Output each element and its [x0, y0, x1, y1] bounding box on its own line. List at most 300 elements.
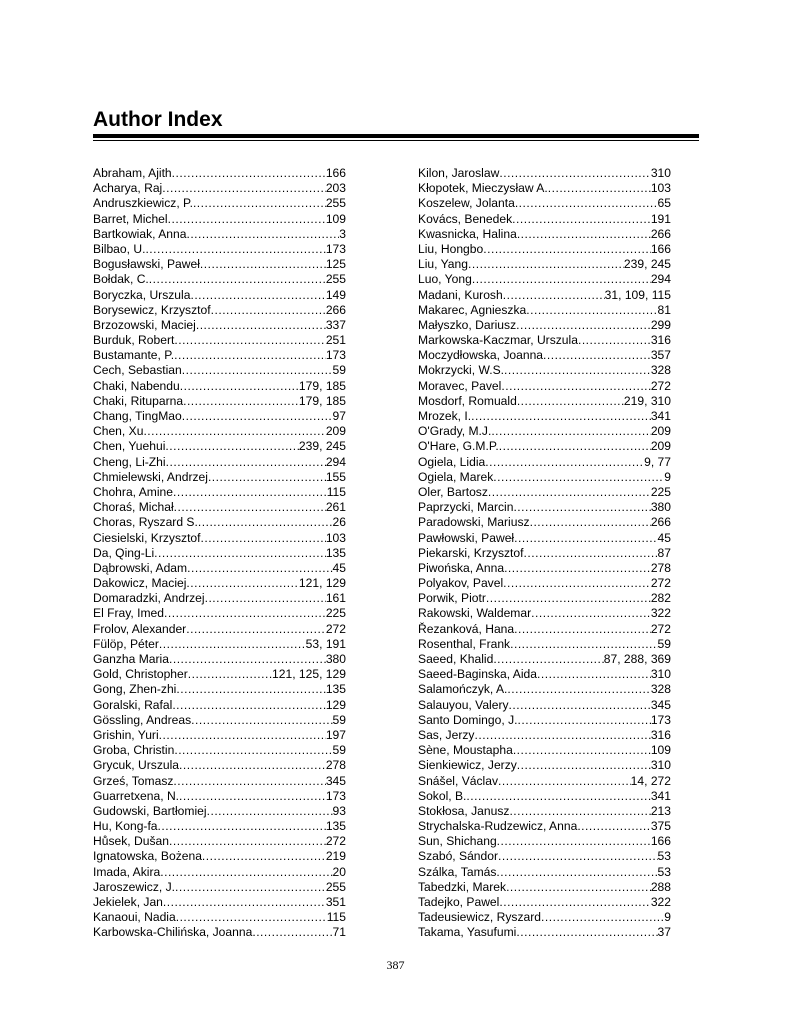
author-name: Choras, Ryszard S.: [93, 515, 198, 530]
dot-leader: [158, 819, 326, 834]
index-entry: [418, 196, 671, 211]
dot-leader: [493, 652, 603, 667]
page-references: 121, 129: [298, 576, 346, 591]
page-references: 316: [650, 333, 671, 348]
dot-leader: [145, 242, 325, 257]
page-references: 173: [325, 348, 346, 363]
index-entry: [418, 789, 671, 804]
page-references: 255: [325, 196, 346, 211]
index-entry: [93, 196, 346, 211]
index-entry: [418, 455, 671, 470]
page-references: 294: [325, 454, 346, 469]
index-entry: [93, 363, 346, 378]
index-entry: [418, 288, 671, 303]
author-name: Grycuk, Urszula: [93, 758, 180, 773]
author-name: Gössling, Andreas: [93, 712, 192, 727]
index-entry: [418, 561, 671, 576]
author-name: Grześ, Tomasz: [93, 773, 174, 788]
dot-leader: [187, 561, 332, 576]
index-entry: [418, 303, 671, 318]
author-name: Porwik, Piotr: [418, 591, 486, 606]
dot-leader: [543, 348, 651, 363]
index-entry: [93, 652, 346, 667]
dot-leader: [174, 333, 325, 348]
dot-leader: [491, 424, 651, 439]
dot-leader: [176, 682, 325, 697]
page-references: 272: [325, 834, 346, 849]
index-entry: [418, 743, 671, 758]
dot-leader: [514, 531, 657, 546]
index-entry: [93, 591, 346, 606]
author-name: Rosenthal, Frank: [418, 636, 511, 651]
dot-leader: [471, 409, 651, 424]
dot-leader: [183, 394, 299, 409]
author-name: Brzozowski, Maciej: [93, 317, 196, 332]
page-references: 278: [650, 560, 671, 575]
index-entry: [93, 834, 346, 849]
page-number: 387: [386, 958, 405, 972]
author-name: Chmielewski, Andrzej: [93, 469, 208, 484]
dot-leader: [173, 774, 325, 789]
dot-leader: [149, 272, 326, 287]
index-entry: [93, 713, 346, 728]
page-references: 3: [339, 226, 346, 241]
index-entry: [93, 166, 346, 181]
author-name: Jekielek, Jan: [93, 895, 163, 909]
author-name: Mokrzycki, W.S.: [418, 363, 505, 378]
author-name: Tadeusiewicz, Ryszard: [418, 910, 541, 925]
author-name: Liu, Hongbo: [418, 241, 484, 256]
dot-leader: [516, 925, 657, 940]
dot-leader: [208, 470, 326, 485]
author-name: Koszelew, Jolanta: [418, 196, 515, 211]
author-name: Paprzycki, Marcin: [418, 500, 514, 515]
dot-leader: [496, 865, 657, 880]
page-references: 53: [657, 864, 671, 879]
author-name: Szabó, Sándor: [418, 849, 499, 864]
dot-leader: [516, 318, 651, 333]
index-entry: [418, 895, 671, 910]
page-references: 166: [325, 166, 346, 180]
page-references: 239, 245: [298, 439, 346, 454]
page-references: 45: [332, 560, 346, 575]
index-entry: [418, 728, 671, 743]
index-entry: [93, 394, 346, 409]
author-name: Kłopotek, Mieczysław A.: [418, 181, 548, 196]
author-name: Andruszkiewicz, P.: [93, 196, 193, 211]
index-entry: [418, 439, 671, 454]
index-entry: [93, 789, 346, 804]
author-name: Grishin, Yuri: [93, 727, 159, 742]
index-entry: [93, 303, 346, 318]
page-references: 93: [332, 803, 346, 818]
page-references: 87, 288, 369: [603, 652, 671, 666]
dot-leader: [474, 728, 650, 743]
author-name: Moravec, Pavel: [418, 378, 502, 393]
index-entry: [93, 895, 346, 910]
dot-leader: [466, 789, 650, 804]
index-entry: [418, 470, 671, 485]
dot-leader: [513, 500, 650, 515]
dot-leader: [503, 288, 605, 303]
index-entry: [418, 272, 671, 287]
author-name: Řezanková, Hana: [418, 621, 515, 636]
page-references: 103: [325, 530, 346, 545]
index-entry: [418, 910, 671, 925]
page-references: 380: [650, 500, 671, 515]
page-references: 328: [650, 682, 671, 697]
author-name: Choraś, Michał: [93, 500, 174, 515]
author-name: Bogusławski, Paweł: [93, 257, 200, 272]
page-references: 322: [650, 895, 671, 909]
page-references: 351: [325, 895, 346, 909]
index-entry: [93, 318, 346, 333]
page-references: 266: [325, 302, 346, 317]
dot-leader: [162, 181, 326, 196]
page-references: 310: [650, 758, 671, 773]
page-references: 53, 191: [305, 636, 346, 651]
index-entry: [93, 333, 346, 348]
author-name: Kovács, Benedek: [418, 211, 513, 226]
author-name: Bartkowiak, Anna: [93, 226, 187, 241]
page-references: 225: [650, 484, 671, 499]
title-rule-thin: [93, 140, 699, 141]
author-name: Goralski, Rafal: [93, 697, 173, 712]
index-entry: [93, 774, 346, 789]
author-name: Ganzha Maria: [93, 652, 169, 666]
page-references: 294: [650, 272, 671, 287]
page-references: 282: [650, 591, 671, 606]
dot-leader: [174, 743, 332, 758]
index-entry: [93, 531, 346, 546]
dot-leader: [205, 591, 326, 606]
index-entry: [418, 576, 671, 591]
page-references: 71: [332, 925, 346, 940]
author-name: Kilon, Jaroslaw: [418, 166, 500, 180]
page-references: 225: [325, 606, 346, 621]
page-references: 87: [657, 545, 671, 560]
index-entry: [93, 925, 346, 940]
index-entry: [93, 500, 346, 515]
dot-leader: [172, 166, 326, 181]
page-references: 322: [650, 606, 671, 621]
author-name: Borysewicz, Krzysztof: [93, 302, 211, 317]
page-references: 9: [664, 910, 671, 925]
index-entry: [418, 637, 671, 652]
author-name: Salauyou, Valery: [418, 697, 509, 712]
dot-leader: [169, 652, 326, 667]
page-references: 209: [325, 424, 346, 439]
index-entry: [93, 849, 346, 864]
dot-leader: [190, 288, 325, 303]
author-name: Szálka, Tamás: [418, 864, 497, 879]
dot-leader: [165, 439, 299, 454]
index-entry: [418, 424, 671, 439]
author-name: Ciesielski, Krzysztof: [93, 530, 201, 545]
author-name: Chen, Xu: [93, 424, 144, 439]
index-entry: [93, 546, 346, 561]
page-references: 26: [332, 515, 346, 530]
index-entry: [418, 318, 671, 333]
page-references: 345: [650, 697, 671, 712]
dot-leader: [499, 166, 650, 181]
author-name: Mrozek, I.: [418, 409, 472, 423]
dot-leader: [164, 606, 326, 621]
page-references: 261: [325, 500, 346, 515]
index-entry: [93, 682, 346, 697]
index-entry: [93, 272, 346, 287]
dot-leader: [200, 257, 326, 272]
page-references: 345: [325, 773, 346, 788]
page-references: 125: [325, 257, 346, 272]
index-entry: [418, 333, 671, 348]
author-name: Kwasnicka, Halina: [418, 226, 517, 241]
page-references: 20: [332, 864, 346, 879]
author-name: Burduk, Robert: [93, 333, 175, 348]
dot-leader: [541, 910, 664, 925]
index-entry: [418, 500, 671, 515]
dot-leader: [163, 895, 326, 910]
dot-leader: [499, 439, 651, 454]
dot-leader: [510, 637, 657, 652]
index-entry: [418, 227, 671, 242]
page-references: 219, 310: [623, 393, 671, 408]
page-references: 278: [325, 758, 346, 773]
author-name: Hůsek, Dušan: [93, 834, 169, 849]
index-entry: [418, 394, 671, 409]
dot-leader: [497, 834, 651, 849]
page-references: 109: [325, 211, 346, 226]
dot-leader: [188, 667, 272, 682]
index-entry: [418, 622, 671, 637]
dot-leader: [196, 318, 326, 333]
author-name: Cech, Sebastian: [93, 363, 182, 378]
index-entry: [93, 470, 346, 485]
page-references: 272: [650, 621, 671, 636]
author-name: Chen, Yuehui: [93, 439, 166, 454]
index-entry: [418, 591, 671, 606]
dot-leader: [548, 181, 651, 196]
author-name: Ogiela, Lidia: [418, 454, 486, 469]
dot-leader: [517, 394, 624, 409]
dot-leader: [175, 880, 326, 895]
index-entry: [93, 227, 346, 242]
page-references: 191: [650, 211, 671, 226]
page-references: 166: [650, 834, 671, 849]
dot-leader: [503, 576, 651, 591]
index-entry: [93, 622, 346, 637]
dot-leader: [179, 758, 326, 773]
dot-leader: [498, 774, 631, 789]
page-references: 337: [325, 317, 346, 332]
dot-leader: [182, 363, 333, 378]
dot-leader: [515, 196, 658, 211]
author-name: Santo Domingo, J.: [418, 712, 518, 727]
dot-leader: [207, 804, 333, 819]
author-name: Oler, Bartosz: [418, 484, 488, 499]
index-entry: [418, 257, 671, 272]
index-entry: [418, 774, 671, 789]
author-name: Groba, Christin: [93, 743, 175, 758]
page-references: 197: [325, 727, 346, 742]
dot-leader: [517, 227, 651, 242]
dot-leader: [193, 196, 326, 211]
dot-leader: [202, 849, 326, 864]
page-references: 59: [332, 712, 346, 727]
author-name: Bilbao, U.: [93, 241, 146, 256]
index-entry: [418, 713, 671, 728]
index-entry: [93, 181, 346, 196]
dot-leader: [537, 667, 651, 682]
index-entry: [93, 348, 346, 363]
index-entry: [418, 531, 671, 546]
dot-leader: [517, 758, 651, 773]
index-entry: [93, 819, 346, 834]
page-references: 65: [657, 196, 671, 211]
dot-leader: [166, 455, 326, 470]
author-name: Piwońska, Anna: [418, 560, 505, 575]
page-references: 316: [650, 727, 671, 742]
dot-leader: [180, 379, 299, 394]
index-entry: [93, 212, 346, 227]
page-references: 45: [657, 530, 671, 545]
author-name: Da, Qing-Li: [93, 545, 155, 560]
index-entry: [93, 804, 346, 819]
page-references: 255: [325, 879, 346, 894]
index-entry: [93, 257, 346, 272]
dot-leader: [578, 333, 651, 348]
page-references: 341: [650, 409, 671, 423]
author-name: Tadejko, Pawel: [418, 895, 500, 909]
author-name: Makarec, Agnieszka: [418, 302, 527, 317]
author-name: Moczydłowska, Joanna: [418, 348, 544, 363]
page-references: 288: [650, 879, 671, 894]
page-references: 115: [326, 484, 346, 499]
author-name: Kanaoui, Nadia: [93, 910, 176, 925]
dot-leader: [172, 698, 326, 713]
dot-leader: [514, 622, 651, 637]
index-entry: [418, 698, 671, 713]
dot-leader: [176, 910, 327, 925]
dot-leader: [198, 515, 333, 530]
index-entry: [93, 424, 346, 439]
index-entry: [418, 348, 671, 363]
author-name: Frolov, Alexander: [93, 621, 187, 636]
author-name: Rakowski, Waldemar: [418, 606, 532, 621]
author-name: Boryczka, Urszula: [93, 287, 191, 302]
page-references: 173: [650, 712, 671, 727]
dot-leader: [501, 379, 650, 394]
author-name: Gold, Christopher: [93, 667, 188, 682]
author-name: Domaradzki, Andrzej: [93, 591, 205, 606]
author-name: Chohra, Amine: [93, 484, 173, 499]
author-name: Chang, TingMao: [93, 409, 182, 423]
dot-leader: [159, 637, 306, 652]
page-references: 272: [650, 378, 671, 393]
author-name: Barret, Michel: [93, 211, 168, 226]
index-entry: [93, 242, 346, 257]
dot-leader: [186, 576, 299, 591]
author-name: Salamończyk, A.: [418, 682, 508, 697]
index-entry: [418, 819, 671, 834]
index-entry: [93, 606, 346, 621]
author-name: Dąbrowski, Adam: [93, 560, 188, 575]
author-name: Strychalska-Rudzewicz, Anna: [418, 819, 578, 834]
page-references: 272: [650, 576, 671, 591]
author-name: Acharya, Raj: [93, 181, 163, 196]
author-name: Snášel, Václav: [418, 773, 498, 788]
index-entry: [93, 561, 346, 576]
index-entry: [93, 667, 346, 682]
author-name: Polyakov, Pavel: [418, 576, 504, 591]
dot-leader: [472, 272, 651, 287]
index-entry: [418, 546, 671, 561]
page-references: 179, 185: [298, 378, 346, 393]
page-references: 203: [325, 181, 346, 196]
index-entry: [418, 242, 671, 257]
author-name: Imada, Akira: [93, 864, 161, 879]
page-references: 53: [657, 849, 671, 864]
page-references: 14, 272: [630, 773, 671, 788]
page-references: 266: [650, 515, 671, 530]
index-entry: [93, 637, 346, 652]
page-references: 81: [657, 302, 671, 317]
page-references: 209: [650, 424, 671, 439]
dot-leader: [182, 409, 333, 424]
page-references: 255: [325, 272, 346, 287]
page-references: 59: [332, 363, 346, 378]
author-name: Chaki, Rituparna: [93, 393, 184, 408]
author-name: Abraham, Ajith: [93, 166, 172, 180]
author-name: Takama, Yasufumi: [418, 925, 517, 940]
dot-leader: [468, 257, 624, 272]
page-references: 155: [325, 469, 346, 484]
author-name: Piekarski, Krzysztof: [418, 545, 524, 560]
author-name: Dakowicz, Maciej: [93, 576, 187, 591]
page-references: 59: [332, 743, 346, 758]
index-entry: [418, 804, 671, 819]
index-entry: [93, 288, 346, 303]
page-references: 380: [325, 652, 346, 666]
dot-leader: [506, 880, 651, 895]
index-entry: [418, 865, 671, 880]
dot-leader: [513, 743, 651, 758]
index-entry: [418, 485, 671, 500]
author-name: Pawłowski, Paweł: [418, 530, 515, 545]
page-references: 97: [332, 409, 346, 423]
index-entry: [418, 379, 671, 394]
author-name: Cheng, Li-Zhi: [93, 454, 166, 469]
page-references: 115: [326, 910, 346, 925]
dot-leader: [201, 531, 326, 546]
index-entry: [418, 606, 671, 621]
author-name: Małyszko, Dariusz: [418, 317, 517, 332]
author-name: Stokłosa, Janusz: [418, 803, 510, 818]
dot-leader: [186, 622, 326, 637]
index-entry: [418, 212, 671, 227]
author-name: Bołdak, C.: [93, 272, 149, 287]
author-name: Madani, Kurosh: [418, 287, 503, 302]
page-references: 9, 77: [644, 454, 671, 469]
author-name: Sas, Jerzy: [418, 727, 475, 742]
dot-leader: [485, 455, 644, 470]
index-entry: [93, 910, 346, 925]
dot-leader: [507, 682, 650, 697]
index-entry: [418, 682, 671, 697]
index-entry: [93, 515, 346, 530]
index-entry: [418, 409, 671, 424]
author-name: Saeed, Khalid: [418, 652, 494, 666]
